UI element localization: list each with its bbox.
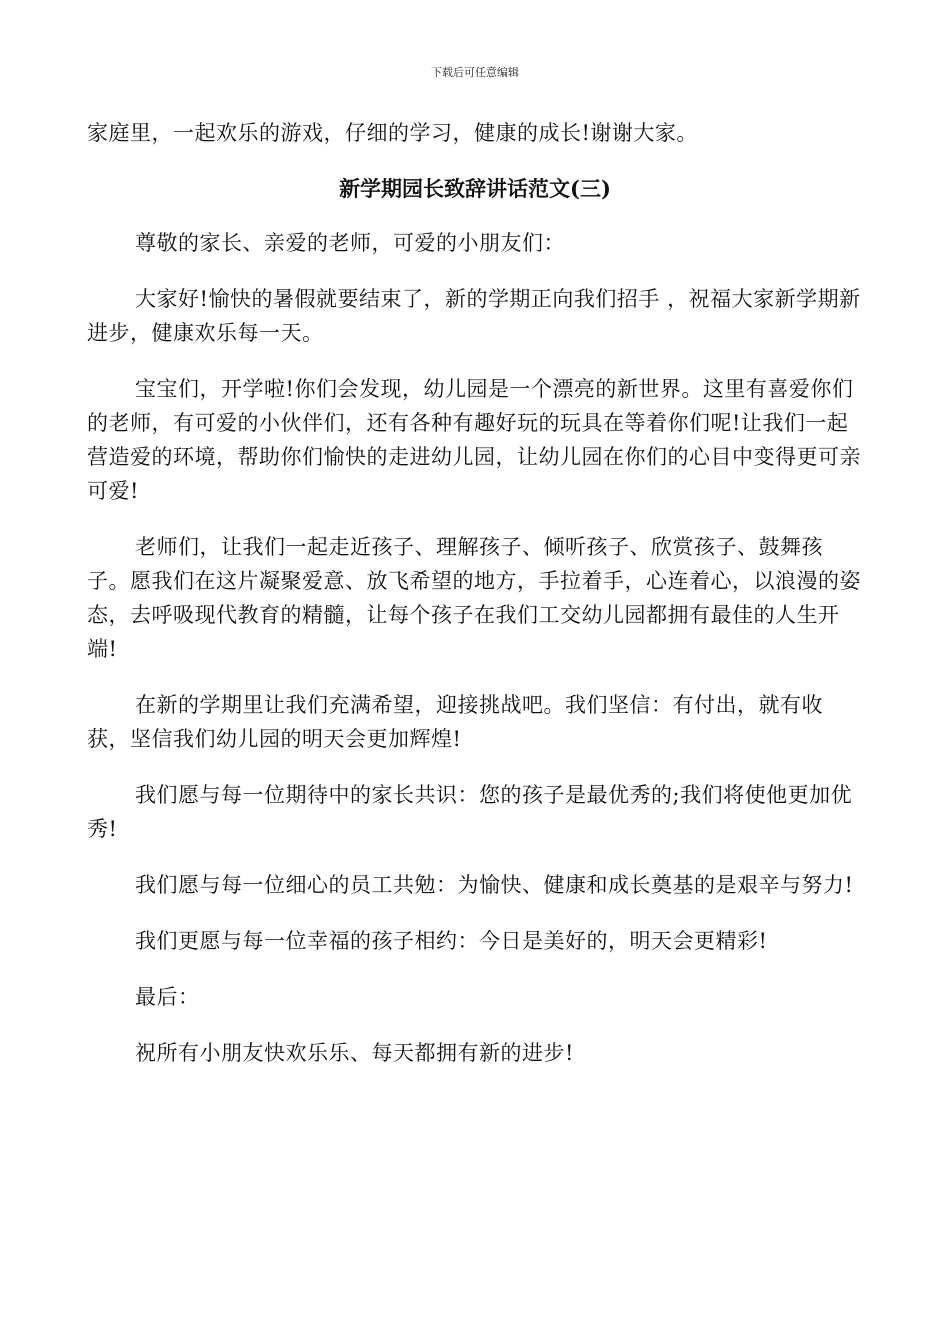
paragraph: 大家好!愉快的暑假就要结束了，新的学期正向我们招手 ，祝福大家新学期新进步，健康欢乐每一天。	[87, 287, 861, 345]
paragraph: 我们更愿与每一位幸福的孩子相约：今日是美好的，明天会更精彩!	[135, 929, 768, 953]
paragraph: 在新的学期里让我们充满希望，迎接挑战吧。我们坚信：有付出，就有收获，坚信我们幼儿园的明天会更加辉煌!	[87, 693, 823, 751]
paragraph: 宝宝们，开学啦!你们会发现，幼儿园是一个漂亮的新世界。这里有喜爱你们的老师，有可爱的小伙伴们，还有各种有趣好玩的玩具在等着你们呢!让我们一起营造爱的环境，帮助你们愉快的走进幼儿园，让幼儿园在你们的心目中变得更可亲可爱!	[87, 377, 861, 503]
paragraph-closing: 祝所有小朋友快欢乐乐、每天都拥有新的进步!	[135, 1041, 574, 1065]
document-body	[87, 116, 863, 1092]
document-title: 新学期园长致辞讲话范文(三)	[339, 176, 611, 201]
paragraph-closing-label: 最后：	[135, 985, 200, 1009]
page-header: 下载后可任意编辑	[431, 66, 519, 79]
paragraph-greeting: 尊敬的家长、亲爱的老师，可爱的小朋友们：	[135, 231, 565, 255]
paragraph: 我们愿与每一位细心的员工共勉：为愉快、健康和成长奠基的是艰辛与努力!	[135, 873, 854, 897]
intro-paragraph: 家庭里，一起欢乐的游戏，仔细的学习，健康的成长!谢谢大家。	[87, 121, 698, 145]
paragraph: 老师们，让我们一起走近孩子、理解孩子、倾听孩子、欣赏孩子、鼓舞孩子。愿我们在这片凝聚爱意、放飞希望的地方，手拉着手，心连着心，以浪漫的姿态，去呼吸现代教育的精髓，让每个孩子在我们工交幼儿园都拥有最佳的人生开端!	[87, 535, 861, 661]
paragraph: 我们愿与每一位期待中的家长共识：您的孩子是最优秀的;我们将使他更加优秀!	[87, 783, 853, 841]
